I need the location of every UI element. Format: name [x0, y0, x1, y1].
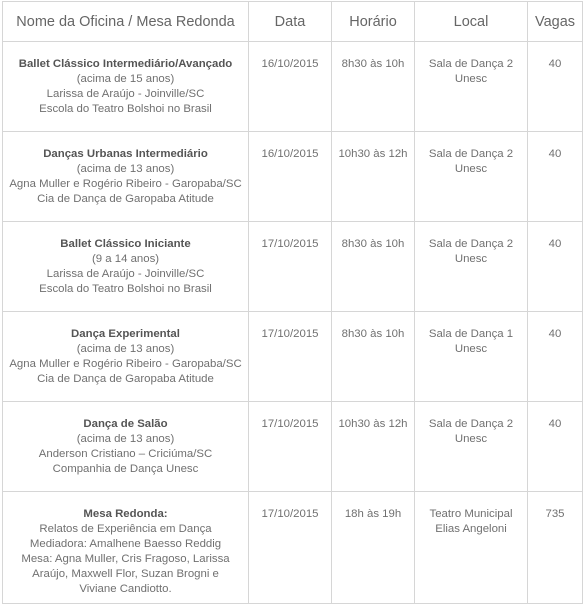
workshop-detail: Cia de Dança de Garopaba Atitude	[37, 193, 214, 205]
location-line: Unesc	[454, 343, 488, 355]
location-line: Unesc	[454, 163, 488, 175]
date-cell: 17/10/2015	[249, 312, 332, 402]
table-row	[3, 312, 583, 402]
time-cell: 8h30 às 10h	[332, 312, 415, 402]
workshop-detail: Mediadora: Amalhene Baesso Reddig	[29, 538, 222, 550]
location-line: Teatro Municipal	[429, 508, 513, 520]
date-cell: 17/10/2015	[249, 492, 332, 604]
header-row	[3, 2, 583, 42]
location-line: Sala de Dança 1	[428, 328, 514, 340]
header-slots: Vagas	[528, 2, 583, 42]
workshop-detail: (9 a 14 anos)	[91, 253, 160, 265]
location-cell	[415, 132, 528, 222]
workshop-detail: Anderson Cristiano – Criciúma/SC	[38, 448, 213, 460]
time-cell: 10h30 às 12h	[332, 402, 415, 492]
workshop-cell	[3, 492, 249, 604]
workshop-cell	[3, 312, 249, 402]
slots-cell: 40	[528, 402, 583, 492]
table-row	[3, 402, 583, 492]
workshop-title: Ballet Clássico Intermediário/Avançado	[18, 58, 233, 70]
workshop-detail: Escola do Teatro Bolshoi no Brasil	[39, 103, 212, 115]
location-cell	[415, 492, 528, 604]
location-cell	[415, 222, 528, 312]
schedule-table	[2, 1, 583, 604]
header-location: Local	[415, 2, 528, 42]
workshop-detail: (acima de 15 anos)	[76, 73, 175, 85]
location-line: Unesc	[454, 73, 488, 85]
location-line: Elias Angeloni	[435, 523, 507, 535]
location-line: Sala de Dança 2	[428, 58, 514, 70]
workshop-title: Dança de Salão	[83, 418, 168, 430]
workshop-detail: Larissa de Araújo - Joinville/SC	[46, 268, 205, 280]
table-row	[3, 42, 583, 132]
workshop-detail: Escola do Teatro Bolshoi no Brasil	[39, 283, 212, 295]
date-cell: 16/10/2015	[249, 42, 332, 132]
workshop-detail: Agna Muller e Rogério Ribeiro - Garopaba/SC	[9, 358, 242, 370]
workshop-detail: Agna Muller e Rogério Ribeiro - Garopaba/SC	[9, 178, 242, 190]
workshop-detail: Araújo, Maxwell Flor, Suzan Brogni e	[32, 568, 219, 580]
workshop-detail: (acima de 13 anos)	[76, 343, 175, 355]
workshop-detail: Viviane Candiotto.	[79, 583, 172, 595]
workshop-cell	[3, 222, 249, 312]
date-cell: 16/10/2015	[249, 132, 332, 222]
header-name: Nome da Oficina / Mesa Redonda	[3, 2, 249, 42]
location-cell	[415, 312, 528, 402]
date-cell: 17/10/2015	[249, 222, 332, 312]
location-line: Sala de Dança 2	[428, 148, 514, 160]
workshop-detail: (acima de 13 anos)	[76, 433, 175, 445]
table-row	[3, 492, 583, 604]
table-row	[3, 222, 583, 312]
slots-cell: 735	[528, 492, 583, 604]
time-cell: 8h30 às 10h	[332, 42, 415, 132]
location-line: Unesc	[454, 433, 488, 445]
location-cell	[415, 402, 528, 492]
workshop-detail: Mesa: Agna Muller, Cris Fragoso, Larissa	[21, 553, 230, 565]
workshop-detail: Relatos de Experiência em Dança	[39, 523, 212, 535]
time-cell: 10h30 às 12h	[332, 132, 415, 222]
date-cell: 17/10/2015	[249, 402, 332, 492]
slots-cell: 40	[528, 222, 583, 312]
workshop-title: Ballet Clássico Iniciante	[60, 238, 191, 250]
table-row	[3, 132, 583, 222]
slots-cell: 40	[528, 42, 583, 132]
workshop-detail: Larissa de Araújo - Joinville/SC	[46, 88, 205, 100]
workshop-cell	[3, 402, 249, 492]
workshop-detail: Cia de Dança de Garopaba Atitude	[37, 373, 214, 385]
location-line: Sala de Dança 2	[428, 418, 514, 430]
workshop-cell	[3, 42, 249, 132]
slots-cell: 40	[528, 312, 583, 402]
workshop-detail: (acima de 13 anos)	[76, 163, 175, 175]
workshop-detail: Companhia de Dança Unesc	[52, 463, 199, 475]
header-time: Horário	[332, 2, 415, 42]
time-cell: 8h30 às 10h	[332, 222, 415, 312]
slots-cell: 40	[528, 132, 583, 222]
location-line: Sala de Dança 2	[428, 238, 514, 250]
header-date: Data	[249, 2, 332, 42]
location-line: Unesc	[454, 253, 488, 265]
location-cell	[415, 42, 528, 132]
workshop-title: Danças Urbanas Intermediário	[43, 148, 208, 160]
workshop-title: Dança Experimental	[71, 328, 180, 340]
time-cell: 18h às 19h	[332, 492, 415, 604]
workshop-title: Mesa Redonda:	[83, 508, 168, 520]
workshop-cell	[3, 132, 249, 222]
